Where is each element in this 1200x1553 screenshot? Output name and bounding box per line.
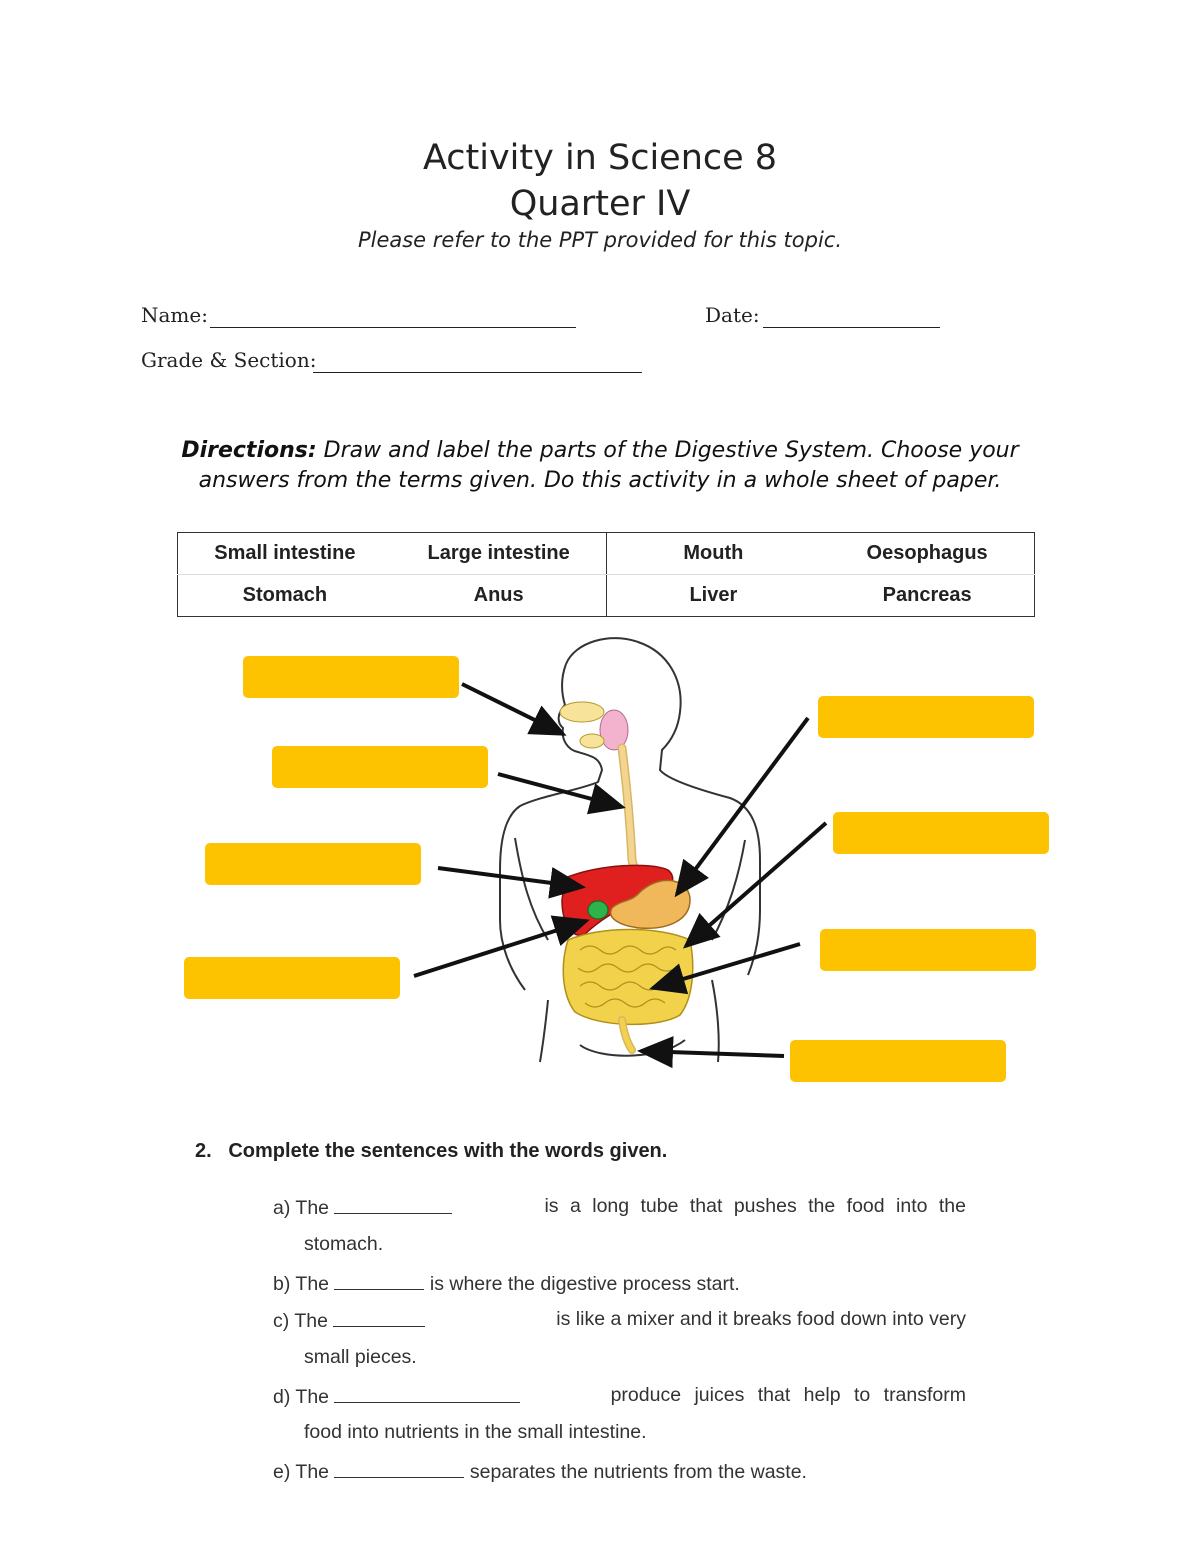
label-box-gallbladder[interactable] (184, 957, 400, 999)
term-cell: Pancreas (882, 584, 972, 606)
question-item-a (273, 1195, 966, 1220)
grade-section-label: Grade & Section: (141, 348, 317, 372)
item-text: produce juices that help to transform (610, 1384, 966, 1406)
question-number: 2. (195, 1140, 212, 1162)
item-letter: e) (273, 1461, 291, 1483)
directions-text-1: Draw and label the parts of the Digestive System. Choose your (323, 438, 1019, 463)
question-title-text: Complete the sentences with the words given. (228, 1140, 668, 1162)
digestive-system-diagram (0, 620, 1200, 1090)
label-box-large-intestine[interactable] (833, 812, 1049, 854)
question-item-b (273, 1271, 740, 1296)
name-label: Name: (141, 303, 208, 327)
worksheet-title: Activity in Science 8 (422, 138, 778, 178)
label-box-stomach[interactable] (818, 696, 1034, 738)
directions (140, 436, 1060, 496)
date-field[interactable] (763, 327, 940, 328)
answer-blank-c[interactable] (333, 1308, 425, 1327)
item-text: is a long tube that pushes the food into the (544, 1195, 966, 1217)
item-text: is where the digestive process start. (429, 1273, 740, 1295)
term-cell: Small intestine (178, 533, 392, 575)
salivary-gland-shape (560, 702, 604, 722)
terms-table (177, 532, 1035, 617)
term-cell: Anus (392, 575, 606, 617)
item-continuation: stomach. (304, 1233, 384, 1255)
item-letter: b) (273, 1273, 291, 1295)
label-box-oesophagus[interactable] (272, 746, 488, 788)
question-item-e (273, 1459, 807, 1484)
item-text: is like a mixer and it breaks food down into very (556, 1308, 966, 1330)
question-item-d (273, 1384, 966, 1409)
date-label: Date: (705, 303, 760, 327)
item-letter: d) (273, 1386, 291, 1408)
item-continuation: food into nutrients in the small intestine. (304, 1421, 647, 1443)
label-box-liver[interactable] (205, 843, 421, 885)
gallbladder-shape (588, 901, 608, 919)
item-text: separates the nutrients from the waste. (469, 1461, 807, 1483)
intestine-shape (563, 930, 692, 1025)
label-box-small-intestine[interactable] (820, 929, 1036, 971)
item-letter: a) (273, 1197, 291, 1219)
answer-blank-b[interactable] (334, 1271, 424, 1290)
worksheet-subtitle: Please refer to the PPT provided for this topic. (357, 228, 843, 252)
name-field[interactable] (210, 327, 576, 328)
label-box-anus[interactable] (790, 1040, 1006, 1082)
question-item-c (273, 1308, 966, 1333)
question-title (195, 1140, 667, 1163)
terms-row (178, 575, 1035, 617)
item-lead: The (295, 1197, 330, 1219)
tongue-shape (580, 734, 604, 748)
term-cell: Mouth (606, 533, 820, 575)
terms-row (178, 533, 1035, 575)
item-lead: The (295, 1386, 330, 1408)
item-letter: c) (273, 1310, 290, 1332)
answer-blank-d[interactable] (334, 1384, 520, 1403)
directions-lead: Directions: (181, 438, 317, 463)
worksheet-quarter: Quarter IV (509, 184, 691, 224)
answer-blank-a[interactable] (334, 1195, 452, 1214)
item-lead: The (295, 1273, 330, 1295)
grade-section-field[interactable] (313, 372, 642, 373)
item-lead: The (294, 1310, 328, 1332)
term-cell: Large intestine (392, 533, 606, 575)
directions-text-2: answers from the terms given. Do this activity in a whole sheet of paper. (198, 468, 1002, 493)
item-continuation: small pieces. (304, 1346, 417, 1368)
answer-blank-e[interactable] (334, 1459, 464, 1478)
item-lead: The (295, 1461, 330, 1483)
term-cell: Stomach (242, 584, 328, 606)
term-cell: Oesophagus (820, 533, 1034, 575)
term-cell: Liver (689, 584, 738, 606)
label-box-mouth[interactable] (243, 656, 459, 698)
